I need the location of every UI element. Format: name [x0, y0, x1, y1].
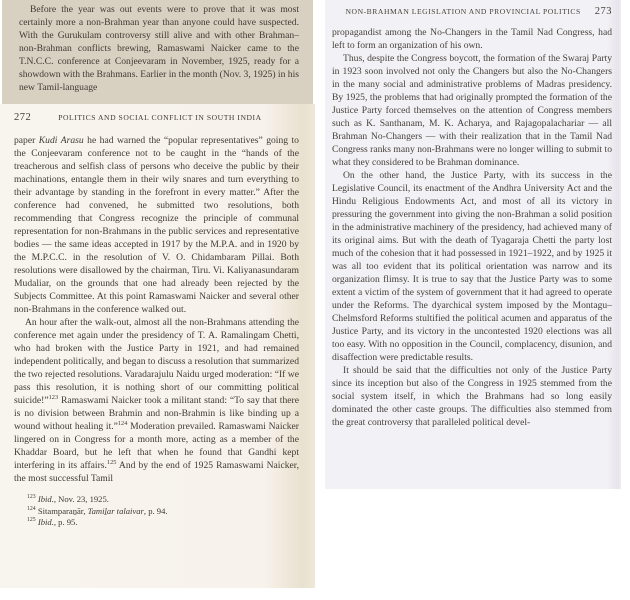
text-run: , p. 95.	[53, 517, 78, 527]
text-run: And by the end of 1925 Ramaswami Naicker, the most successful Tamil	[14, 460, 299, 484]
text-run: Tamiḻar talaivar	[87, 505, 144, 516]
paragraph	[332, 26, 612, 52]
text-run: propagandist among the No-Changers in the Tamil Nad Congress, had left to form an organization of his own.	[332, 27, 612, 51]
text-run: Ramaswami Naicker took a militant stand: “To say that there is no division between Brahmin and non-Brahmin is like binding up a wound without healing it.”	[14, 395, 299, 432]
paragraph	[27, 506, 299, 518]
footnote-ref: 123	[48, 393, 59, 401]
paragraph	[332, 364, 612, 429]
page-272	[0, 104, 315, 588]
text-run: Before the year was out events were to prove that it was most certainly more a non-Brahman year than anyone could have suspected. With the Gurukulam controversy still alive and with other Brahman–non-Brahman conflicts brewing, Ramaswami Naicker came to the T.N.C.C. conference at Conjeevaram in November, 1925, ready for a showdown with the Brahmans. Earlier in the month (Nov. 3, 1925) in his new Tamil-language	[19, 4, 299, 93]
footnote-ref: 124	[117, 419, 128, 427]
paragraph	[27, 517, 299, 529]
paragraph	[332, 52, 612, 169]
text-run: Ibid.	[37, 494, 54, 504]
footnote-ref: 125	[27, 517, 36, 524]
text-run: paper	[14, 135, 39, 146]
text-run: An hour after the walk-out, almost all the non-Brahmans attending the conference met again under the presidency of T. A. Ramalingam Chetti, who had broken with the Justice Party in 1921, and had remained independent politically, and began to discuss a resolution that summarized the two rejected resolutions. Varadarajulu Naidu urged moderation: “If we pass this resolution, it is nothing short of our committing political suicide!”	[14, 317, 299, 406]
page-273	[325, 0, 621, 489]
text-run: It should be said that the difficulties not only of the Justice Party since its inception but also of the Congress in 1925 stemmed from the social system itself, in which the Brahmans had so long easily dominated the other caste groups. The difficulties also stemmed from the great controversy that paralleled political devel-	[332, 365, 612, 428]
paragraph	[332, 169, 612, 364]
paragraph	[19, 3, 299, 94]
page-number: 273	[594, 6, 612, 17]
paragraph	[14, 316, 299, 485]
page-272-body	[14, 134, 299, 485]
page-273-header	[332, 6, 612, 17]
page-number: 272	[14, 112, 32, 123]
page-272-header	[14, 112, 299, 123]
text-run: , Nov. 23, 1925.	[53, 494, 109, 504]
text-run: Moderation prevailed. Ramaswami Naicker lingered on in Congress for a month more, acting as a member of the Khaddar Board, but he left that when he found that Gandhi kept interfering in its affairs.	[14, 421, 299, 471]
footnote-ref: 123	[27, 494, 36, 501]
text-run: , p. 94.	[143, 505, 168, 516]
text-run: Sitamparaṉār,	[35, 505, 88, 516]
text-run: On the other hand, the Justice Party, with its success in the Legislative Council, its enactment of the Andhra University Act and the Hindu Religious Endowments Act, and most of all its victory in pressuring the government into giving the non-Brahman a solid position in the administrative machinery of the presidency, had achieved many of its original aims. But with the death of Tyagaraja Chetti the party lost much of the cohesion that it had possessed in 1921–1922, and by 1925 it was all too evident that its political orientation was narrow and its organization flimsy. It is true to say that the Justice Party was to some extent a victim of the system of government that it had agreed to operate under the Reforms. The dyarchical system imposed by the Montagu–Chelmsford Reforms stultified the political acumen and apparatus of the Justice Party, and its victory in the uncontested 1920 elections was all too easy. With no opposition in the Council, complacency, disunion, and disaffection were predictable results.	[332, 170, 612, 363]
paragraph	[27, 494, 299, 506]
text-run: Ibid.	[37, 517, 54, 527]
page-271-fragment	[2, 0, 313, 104]
page-273-body	[332, 26, 612, 429]
footnotes	[14, 494, 299, 529]
running-head: POLITICS AND SOCIAL CONFLICT IN SOUTH INDIA	[58, 113, 262, 122]
text-run: Thus, despite the Congress boycott, the formation of the Swaraj Party in 1923 soon involved not only the Changers but also the No-Changers in the many social and administrative problems of Madras presidency. By 1925, the problems that had originally prompted the formation of the Justice Party forced themselves on the attention of Congress members such as K. Santhanam, M. K. Acharya, and Rajagopalachariar — all Brahman No-Changers — with their realization that in the Tamil Nad Congress ranks many non-Brahmans were no longer willing to submit to what they considered to be Brahman dominance.	[332, 53, 612, 168]
running-head: NON-BRAHMAN LEGISLATION AND PROVINCIAL POLITICS	[345, 7, 581, 16]
text-run: Kudi Arasu	[38, 135, 84, 146]
footnote-ref: 124	[27, 505, 36, 512]
paragraph	[14, 134, 299, 316]
footnote-ref: 125	[106, 458, 117, 466]
text-run: he had warned the “popular representatives” going to the Conjeevaram conference not to be caught in the “hands of the treacherous and selfish class of persons who deceive the public by their machinations, entangle them in their wily snares and turn everything to their advantage by standing in the forefront in every matter.” After the conference had convened, he submitted two resolutions, both recommending that Congress recognize the principle of communal representation for non-Brahmans in the public services and representative bodies — the same ideas accepted in 1917 by the M.P.A. and in 1920 by the M.P.C.C. in the resolution of V. O. Chidambaram Pillai. Both resolutions were disallowed by the chairman, Tiru. Vi. Kaliyanasundaram Mudaliar, on the grounds that one had already been rejected by the Subjects Committee. At this point Ramaswami Naicker and several other non-Brahmans in the conference walked out.	[14, 135, 299, 315]
